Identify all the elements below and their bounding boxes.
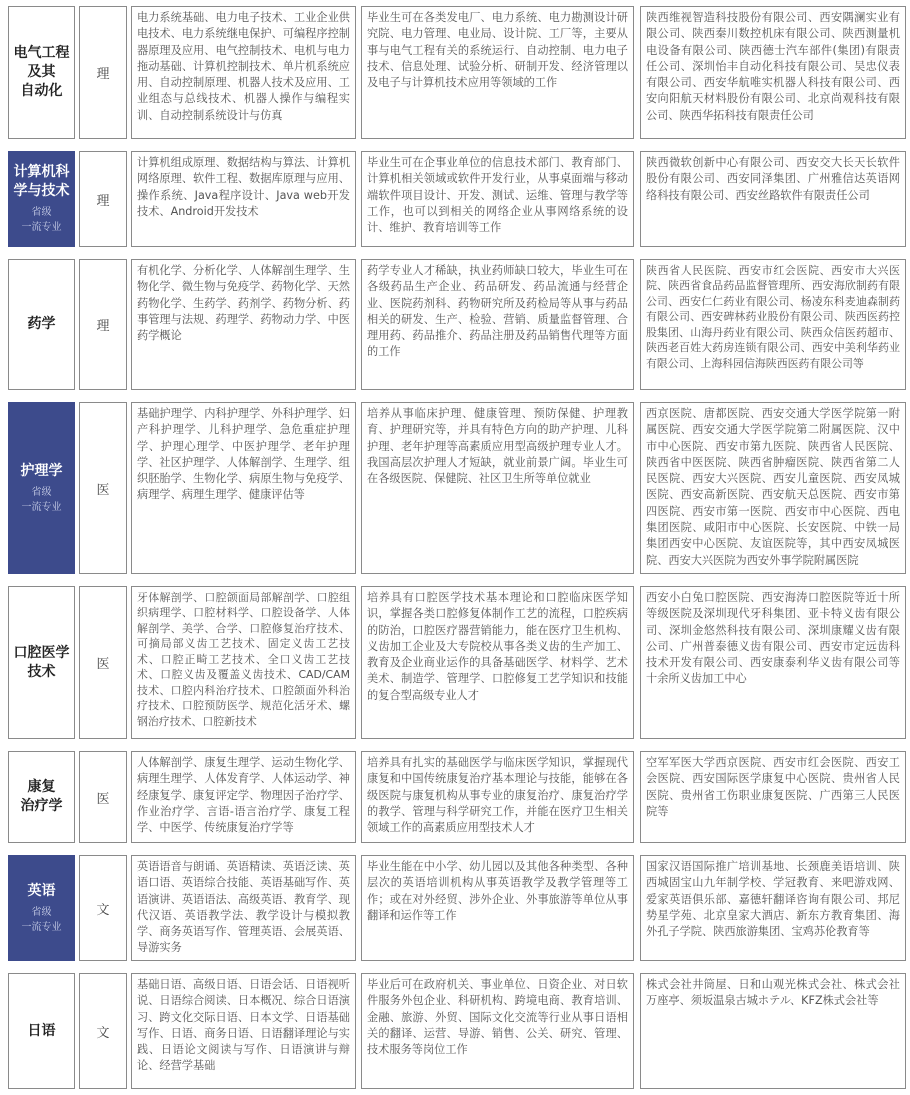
career-directions: 毕业生能在中小学、幼儿园以及其他各种类型、各种层次的英语培训机构从事英语教学及教学管理等工作；或在对外经贸、涉外企业、外事旅游等单位从事翻译和运作等工作 [361,855,634,961]
first-class-badge: 省级 一流专业 [21,207,62,233]
first-class-badge: 省级 一流专业 [21,486,62,513]
discipline-type: 医 [79,402,127,574]
career-directions: 毕业生可在各类发电厂、电力系统、电力勘测设计研究院、电力管理、电业局、设计院、工厂等，主要从事与电气工程有关的系统运行、自动控制、电力电子技术、信息处理、试验分析、研制开发、经济管理以及电子与计算机技术应用等领域的工作 [361,6,634,139]
core-courses: 人体解剖学、康复生理学、运动生物化学、病理生理学、人体发育学、人体运动学、神经康复学、康复评定学、物理因子治疗学、作业治疗学、言语-语言治疗学、康复工程学、中医学、传统康复治疗学等 [131,751,356,843]
major-name: 日语 [27,1022,56,1039]
discipline-type: 医 [79,751,127,843]
table-row [4,745,906,849]
core-courses: 基础日语、高级日语、日语会话、日语视听说、日语综合阅读、日本概况、综合日语演习、跨文化交际日语、日本文学、日语基础写作、日语、商务日语、日语翻译理论与实践、日语论文阅读与写作、日语演讲与辩论、经营学基础 [131,973,356,1089]
employers: 株式会社井筒屋、日和山观光株式会社、株式会社万座亭、须坂温泉古城ホテル、KFZ株式会社等 [640,973,906,1089]
discipline-type: 医 [79,586,127,739]
discipline-type: 理 [79,6,127,139]
career-directions: 药学专业人才稀缺，执业药师缺口较大，毕业生可在各级药品生产企业、药品研发、药品流通与经营企业、医院药剂科、药物研究所及药检局等从事与药品相关的研发、生产、检验、营销、质量监督管理、合理用药、药品推介、药品注册及药品销售代理等方面的工作 [361,259,634,390]
major-name: 电气工程 及其 自动化 [13,45,70,99]
core-courses: 电力系统基础、电力电子技术、工业企业供电技术、电力系统继电保护、可编程序控制器原理及应用、电气控制技术、电机与电力拖动基础、计算机控制技术、单片机系统应用、自动控制原理、机器人技术及应用、工业组态与总线技术、机器人操作与编程实训、自动控制系统设计与仿真 [131,6,356,139]
major-name: 计算机科 学与技术 [13,164,70,199]
major-name: 英语 [27,882,56,899]
core-courses: 计算机组成原理、数据结构与算法、计算机网络原理、软件工程、数据库原理与应用、操作系统、Java程序设计、Java web开发技术、Android开发技术 [131,151,356,247]
career-directions: 毕业后可在政府机关、事业单位、日资企业、对日软件服务外包企业、科研机构、跨境电商、教育培训、金融、旅游、外贸、国际文化交流等行业从事日语相关的翻译、运营、导游、销售、公关、研究、管理、技术服务等岗位工作 [361,973,634,1089]
table-row [4,580,906,745]
career-directions: 培养具有口腔医学技术基本理论和口腔临床医学知识，掌握各类口腔修复体制作工艺的流程，口腔疾病的防治，口腔医疗器营销能力，能在医疗卫生机构、义齿加工企业及大专院校从事各类义齿的生产加工、教育及企业商业运作的具备基础医学、材料学、艺术美术、制造学、管理学、口腔修复工艺学知识和技能的复合型高级专业人才 [361,586,634,739]
employers: 陕西维视智造科技股份有限公司、西安隅澜实业有限公司、陕西秦川数控机床有限公司、陕西测量机电设备有限公司、陕西德士汽车部件(集团)有限责任公司、深圳怡丰自动化科技有限公司、吴忠仪表有限公司、西安华航唯实机器人科技有限公司、西安向阳航天材料股份有限公司、北京尚观科技有限公司、陕西华拓科技有限责任公司 [640,6,906,139]
career-directions: 毕业生可在企事业单位的信息技术部门、教育部门、计算机相关领域或软件开发行业，从事桌面端与移动端软件项目设计、开发、测试、运维、管理与教学等工作，也可以到相关的网络企业从事网络系统的设计、维护、教育培训等工作 [361,151,634,247]
major-name: 康复 治疗学 [20,779,63,814]
major-name-cell [8,586,75,739]
major-name-cell [8,151,75,247]
core-courses: 有机化学、分析化学、人体解剖生理学、生物化学、微生物与免疫学、药物化学、天然药物化学、生药学、药剂学、药物分析、药事管理与法规、药理学、药物动力学、中医药学概论 [131,259,356,390]
major-name: 护理学 [20,462,63,479]
employers: 陕西微软创新中心有限公司、西安交大长天长软件股份有限公司、西安同泽集团、广州雅信达英语网络科技有限公司、西安丝路软件有限责任公司 [640,151,906,247]
major-name: 药学 [27,316,56,332]
core-courses: 牙体解剖学、口腔颌面局部解剖学、口腔组织病理学、口腔材料学、口腔设备学、人体解剖学、美学、合学、口腔修复治疗技术、可摘局部义齿工艺技术、固定义齿工艺技术、口腔正畸工艺技术、全口义齿工艺技术、口腔义齿及覆盖义齿技术、CAD/CAM技术、口腔内科治疗技术、口腔颌面外科治疗技术、口腔预防医学、规范化活牙术、螺钢治疗技术、口腔新技术 [131,586,356,739]
career-directions: 培养从事临床护理、健康管理、预防保健、护理教育、护理研究等，并具有特色方向的助产护理、儿科护理、老年护理等高素质应用型高级护理专业人才。我国高层次护理人才短缺，就业前景广阔。毕业生可在各级医院、保健院、社区卫生所等单位就业 [361,402,634,574]
core-courses: 基础护理学、内科护理学、外科护理学、妇产科护理学、儿科护理学、急危重症护理学、护理心理学、中医护理学、老年护理学、社区护理学、人体解剖学、生理学、组织胚胎学、生物化学、病原生物与免疫学、病理学、病理生理学、健康评估等 [131,402,356,574]
major-name-cell [8,855,75,961]
major-name-cell [8,973,75,1089]
major-name: 口腔医学 技术 [13,644,70,680]
major-name-cell [8,6,75,139]
first-class-badge: 省级 一流专业 [21,906,62,933]
table-row [4,0,906,145]
employers: 陕西省人民医院、西安市红会医院、西安市大兴医院、陕西省食品药品监督管理所、西安海欣制药有限公司、西安仁仁药业有限公司、杨凌东科麦迪森制药有限公司、西安碑林药业股份有限公司、陕西医药控股集团、山海丹药业有限公司、陕西众信医药超市、陕西老百姓大药房连锁有限公司、西安中美利华药业有限公司、上海科园信海陕西医药有限公司等 [640,259,906,390]
major-name-cell [8,751,75,843]
table-row [4,849,906,967]
career-directions: 培养具有扎实的基础医学与临床医学知识，掌握现代康复和中国传统康复治疗基本理论与技能，能够在各级医院与康复机构从事专业的康复治疗、康复治疗学的教学、管理与科学研究工作，并能在医疗卫生相关领域工作的高素质应用型技术人才 [361,751,634,843]
discipline-type: 文 [79,855,127,961]
discipline-type: 理 [79,151,127,247]
discipline-type: 理 [79,259,127,390]
table-row [4,396,906,580]
discipline-type: 文 [79,973,127,1089]
major-name-cell [8,259,75,390]
employers: 西安小白兔口腔医院、西安海涛口腔医院等近十所等级医院及深圳现代牙科集团、亚卡特义齿有限公司、深圳金悠然科技有限公司、深圳康耀义齿有限公司、广州普泰德义齿有限公司、西安市定远齿科技术开发有限公司、西安康泰利华义齿有限公司等十余所义齿加工中心 [640,586,906,739]
table-row [4,967,906,1095]
table-row [4,253,906,396]
employers: 国家汉语国际推广培训基地、长颈鹿美语培训、陕西城固宝山九年制学校、学冠教育、来吧游戏网、爱家英语俱乐部、嘉德轩翻译咨询有限公司、邦尼势星学苑、北京皇家大酒店、新东方教育集团、海外孔子学院、陕西旅游集团、宝鸡苏伦教育等 [640,855,906,961]
employers: 西京医院、唐都医院、西安交通大学医学院第一附属医院、西安交通大学医学院第二附属医院、汉中市中心医院、西安市第九医院、陕西省人民医院、陕西省中医医院、陕西省肿瘤医院、陕西省第二人民医院、西安大兴医院、西安儿童医院、西安凤城医院、西安高新医院、西安航天总医院、西安市第四医院、西安市第一医院、西安市中心医院、西电集团医院、咸阳市中心医院、长安医院、中铁一局集团西安中心医院、友谊医院等，其中西安凤城医院、西安大兴医院为西安外事学院附属医院 [640,402,906,574]
core-courses: 英语语音与朗诵、英语精读、英语泛读、英语口语、英语综合技能、英语基础写作、英语演讲、英语语法、高级英语、教育学、现代汉语、英语教学法、教学设计与模拟教学、商务英语写作、管理英语、会展英语、导游实务 [131,855,356,961]
employers: 空军军医大学西京医院、西安市红会医院、西安工会医院、西安国际医学康复中心医院、贵州省人民医院、贵州省工伤职业康复医院、广西第三人民医院等 [640,751,906,843]
major-name-cell [8,402,75,574]
table-row [4,145,906,253]
